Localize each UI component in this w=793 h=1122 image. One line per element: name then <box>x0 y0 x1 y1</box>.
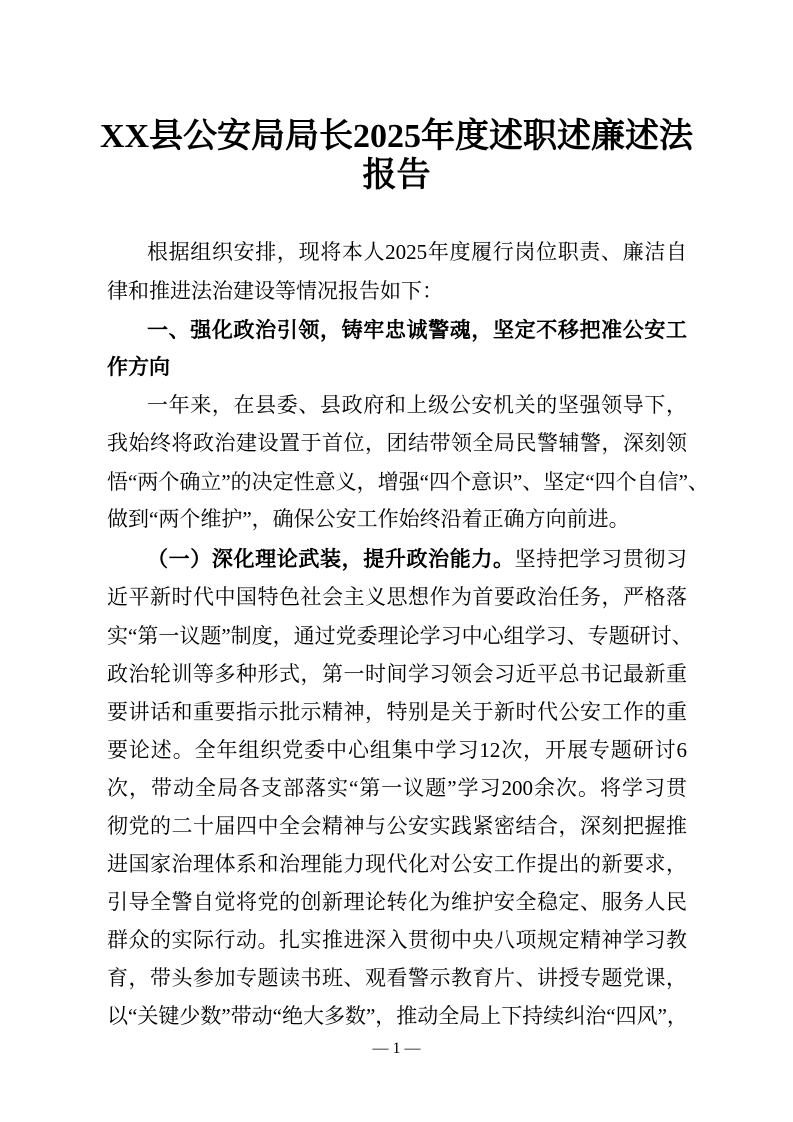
body-line: 政治轮训等多种形式，第一时间学习领会习近平总书记最新重 <box>107 662 687 686</box>
body-line: 做到“两个维护”，确保公安工作始终沿着正确方向前进。 <box>107 507 630 531</box>
body-line: 以“关键少数”带动“绝大多数”，推动全局上下持续纠治“四风”， <box>107 1004 688 1028</box>
body-line: 引导全警自觉将党的创新理论转化为维护安全稳定、服务人民 <box>107 890 687 914</box>
body-line: 要讲话和重要指示批示精神，特别是关于新时代公安工作的重 <box>107 700 687 724</box>
body-line <box>147 547 687 571</box>
body-line: 近平新时代中国特色社会主义思想作为首要政治任务，严格落 <box>107 585 687 609</box>
document-title-line-1: XX县公安局局长2025年度述职述廉述法 <box>99 118 694 155</box>
body-line: 进国家治理体系和治理能力现代化对公安工作提出的新要求， <box>107 852 687 876</box>
body-line: 群众的实际行动。扎实推进深入贯彻中央八项规定精神学习教 <box>107 928 687 952</box>
section-heading: 作方向 <box>107 355 170 379</box>
body-line: 要论述。全年组织党委中心组集中学习12次，开展专题研讨6 <box>107 738 687 762</box>
section-heading: 一、强化政治引领，铸牢忠诚警魂，坚定不移把准公安工 <box>147 318 687 342</box>
body-text: 坚持把学习贯彻习 <box>514 547 687 571</box>
body-line: 育，带头参加专题读书班、观看警示教育片、讲授专题党课， <box>107 966 687 990</box>
body-line: 次，带动全局各支部落实“第一议题”学习200余次。将学习贯 <box>107 776 687 800</box>
body-line: 悟“两个确立”的决定性意义，增强“四个意识”、坚定“四个自信”、 <box>107 470 709 494</box>
body-line: 彻党的二十届四中全会精神与公安实践紧密结合，深刻把握推 <box>107 814 687 838</box>
body-line: 一年来，在县委、县政府和上级公安机关的坚强领导下， <box>147 393 687 417</box>
body-line: 我始终将政治建设置于首位，团结带领全局民警辅警，深刻领 <box>107 431 687 455</box>
page-number: — 1 — <box>372 1040 421 1057</box>
subsection-heading: （一）深化理论武装，提升政治能力。 <box>147 547 515 571</box>
document-title-line-2: 报告 <box>362 157 431 194</box>
body-line: 律和推进法治建设等情况报告如下： <box>107 279 443 303</box>
body-line: 根据组织安排，现将本人2025年度履行岗位职责、廉洁自 <box>147 240 687 264</box>
body-line: 实“第一议题”制度，通过党委理论学习中心组学习、专题研讨、 <box>107 624 693 648</box>
